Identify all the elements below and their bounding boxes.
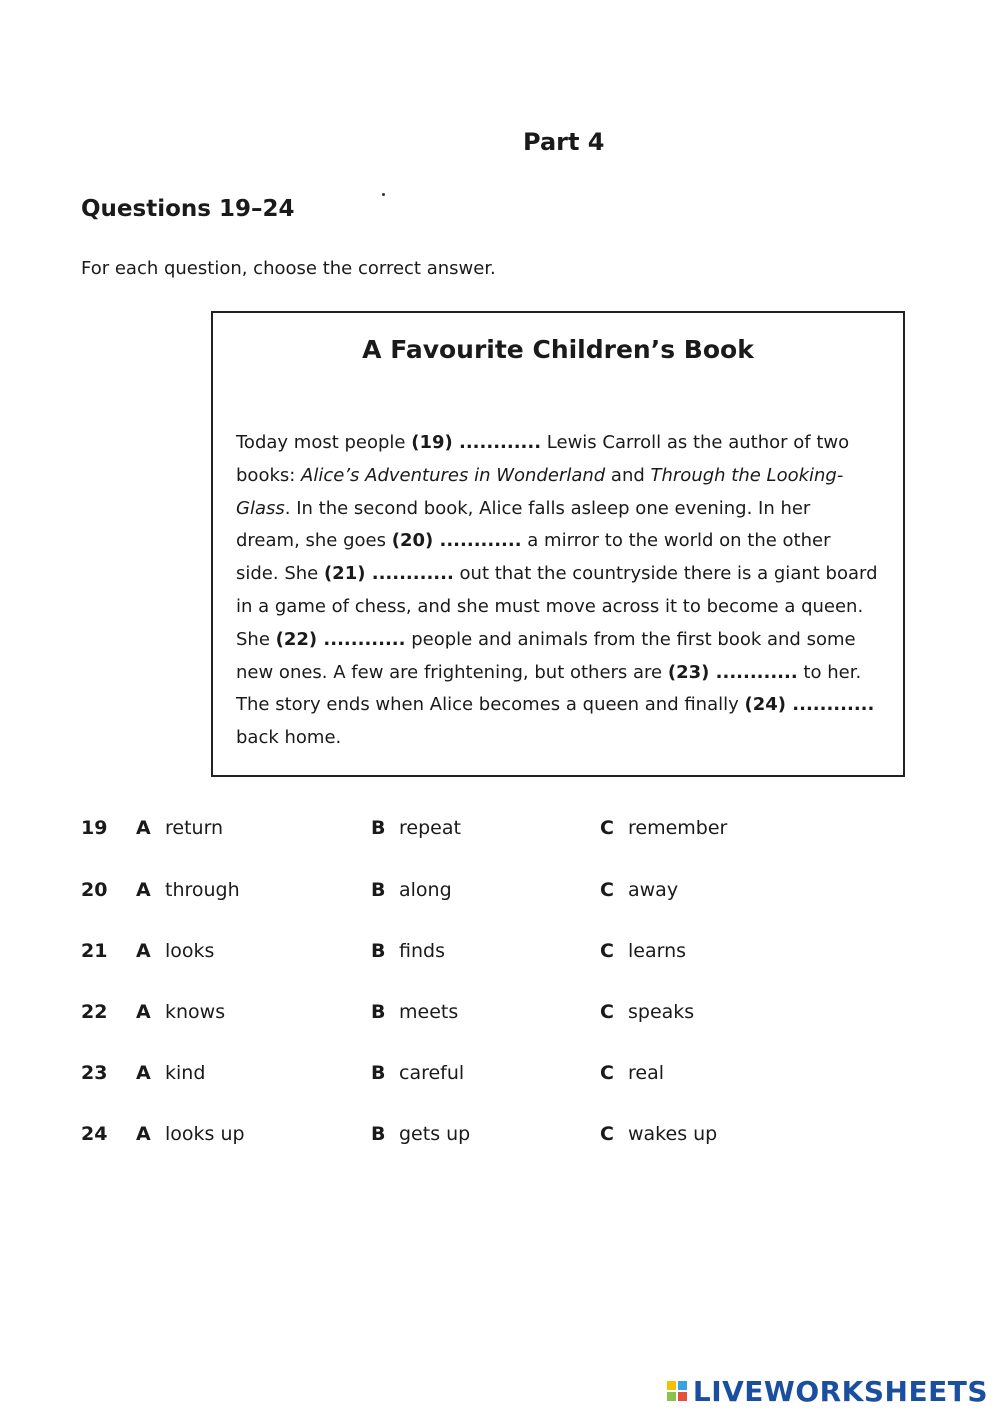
scan-speck: [382, 193, 385, 196]
passage-box: [211, 311, 905, 777]
option-text: repeat: [399, 817, 461, 839]
gap-marker: (24): [744, 694, 787, 716]
option-letter: A: [136, 940, 151, 962]
passage-line: [236, 591, 878, 624]
question-number: 19: [81, 817, 108, 839]
passage-segment: side. She: [236, 563, 324, 585]
logo-square: [678, 1381, 687, 1390]
questions-heading: Questions 19–24: [81, 196, 295, 222]
option-text: gets up: [399, 1123, 471, 1145]
option-letter: B: [371, 1123, 386, 1145]
gap-marker: ............: [433, 530, 522, 552]
instruction-text: For each question, choose the correct answer.: [81, 258, 496, 279]
passage-line: [236, 657, 878, 690]
passage-segment: and: [605, 464, 651, 486]
passage-segment: Alice’s Adventures in Wonderland: [301, 464, 606, 486]
option-text: careful: [399, 1062, 465, 1084]
part-title: Part 4: [523, 128, 605, 156]
option-letter: A: [136, 879, 151, 901]
passage-segment: dream, she goes: [236, 530, 392, 552]
passage-line: [236, 493, 878, 526]
option-letter: A: [136, 1001, 151, 1023]
logo-square: [678, 1392, 687, 1401]
option-text: meets: [399, 1001, 459, 1023]
option-letter: A: [136, 1062, 151, 1084]
passage-text: [236, 427, 878, 755]
option-text: knows: [165, 1001, 226, 1023]
passage-segment: She: [236, 628, 276, 650]
option-text: through: [165, 879, 240, 901]
gap-marker: (19): [411, 432, 453, 453]
option-text: speaks: [628, 1001, 695, 1023]
passage-segment: Lewis Carroll as the author of two: [541, 432, 850, 453]
passage-segment: a mirror to the world on the other: [521, 530, 831, 552]
option-text: real: [628, 1062, 665, 1084]
option-text: remember: [628, 817, 728, 839]
option-letter: C: [600, 817, 614, 839]
passage-line: [236, 558, 878, 591]
option-text: kind: [165, 1062, 206, 1084]
gap-marker: ............: [786, 694, 875, 716]
liveworksheets-logo: [667, 1374, 988, 1408]
question-number: 22: [81, 1001, 108, 1023]
passage-segment: Today most people: [236, 432, 412, 453]
liveworksheets-logo-icon: [667, 1381, 687, 1401]
passage-segment: books:: [236, 464, 302, 486]
passage-line: [236, 460, 878, 493]
passage-segment: in a game of chess, and she must move across it to become a queen.: [236, 595, 864, 617]
passage-line: [236, 525, 878, 558]
option-text: along: [399, 879, 452, 901]
passage-line: [236, 689, 878, 722]
option-letter: C: [600, 1001, 614, 1023]
logo-square: [667, 1381, 676, 1390]
gap-marker: (21): [323, 563, 366, 585]
passage-segment: to her.: [797, 661, 862, 683]
option-letter: B: [371, 879, 386, 901]
option-letter: A: [136, 817, 151, 839]
gap-marker: (20): [391, 530, 434, 552]
option-letter: C: [600, 1123, 614, 1145]
option-text: away: [628, 879, 679, 901]
option-letter: C: [600, 879, 614, 901]
option-text: return: [165, 817, 224, 839]
passage-segment: new ones. A few are frightening, but others are: [236, 661, 668, 683]
option-letter: B: [371, 1001, 386, 1023]
passage-segment: . In the second book, Alice falls asleep one evening. In her: [284, 497, 811, 519]
question-number: 21: [81, 940, 108, 962]
question-number: 23: [81, 1062, 108, 1084]
gap-marker: ............: [317, 628, 406, 650]
question-number: 20: [81, 879, 108, 901]
passage-segment: people and animals from the first book and some: [405, 628, 856, 650]
gap-marker: ............: [365, 563, 454, 585]
option-letter: C: [600, 1062, 614, 1084]
option-text: looks up: [165, 1123, 245, 1145]
logo-text: LIVEWORKSHEETS: [692, 1374, 988, 1408]
logo-square: [667, 1392, 676, 1401]
option-text: finds: [399, 940, 445, 962]
option-letter: B: [371, 940, 386, 962]
passage-segment: The story ends when Alice becomes a queen and finally: [236, 694, 745, 716]
passage-segment: out that the countryside there is a giant board: [453, 563, 878, 585]
passage-title: A Favourite Children’s Book: [362, 335, 754, 364]
option-text: learns: [628, 940, 687, 962]
option-letter: B: [371, 1062, 386, 1084]
option-letter: A: [136, 1123, 151, 1145]
gap-marker: (23): [667, 661, 710, 683]
option-text: looks: [165, 940, 215, 962]
passage-segment: Glass: [236, 497, 285, 519]
passage-line: [236, 624, 878, 657]
passage-line: [236, 427, 878, 460]
passage-segment: back home.: [236, 727, 342, 749]
gap-marker: ............: [709, 661, 798, 683]
passage-line: [236, 722, 878, 755]
option-letter: B: [371, 817, 386, 839]
option-letter: C: [600, 940, 614, 962]
gap-marker: ............: [452, 432, 542, 453]
option-text: wakes up: [628, 1123, 718, 1145]
question-number: 24: [81, 1123, 108, 1145]
passage-segment: Through the Looking-: [650, 464, 844, 486]
gap-marker: (22): [275, 628, 318, 650]
